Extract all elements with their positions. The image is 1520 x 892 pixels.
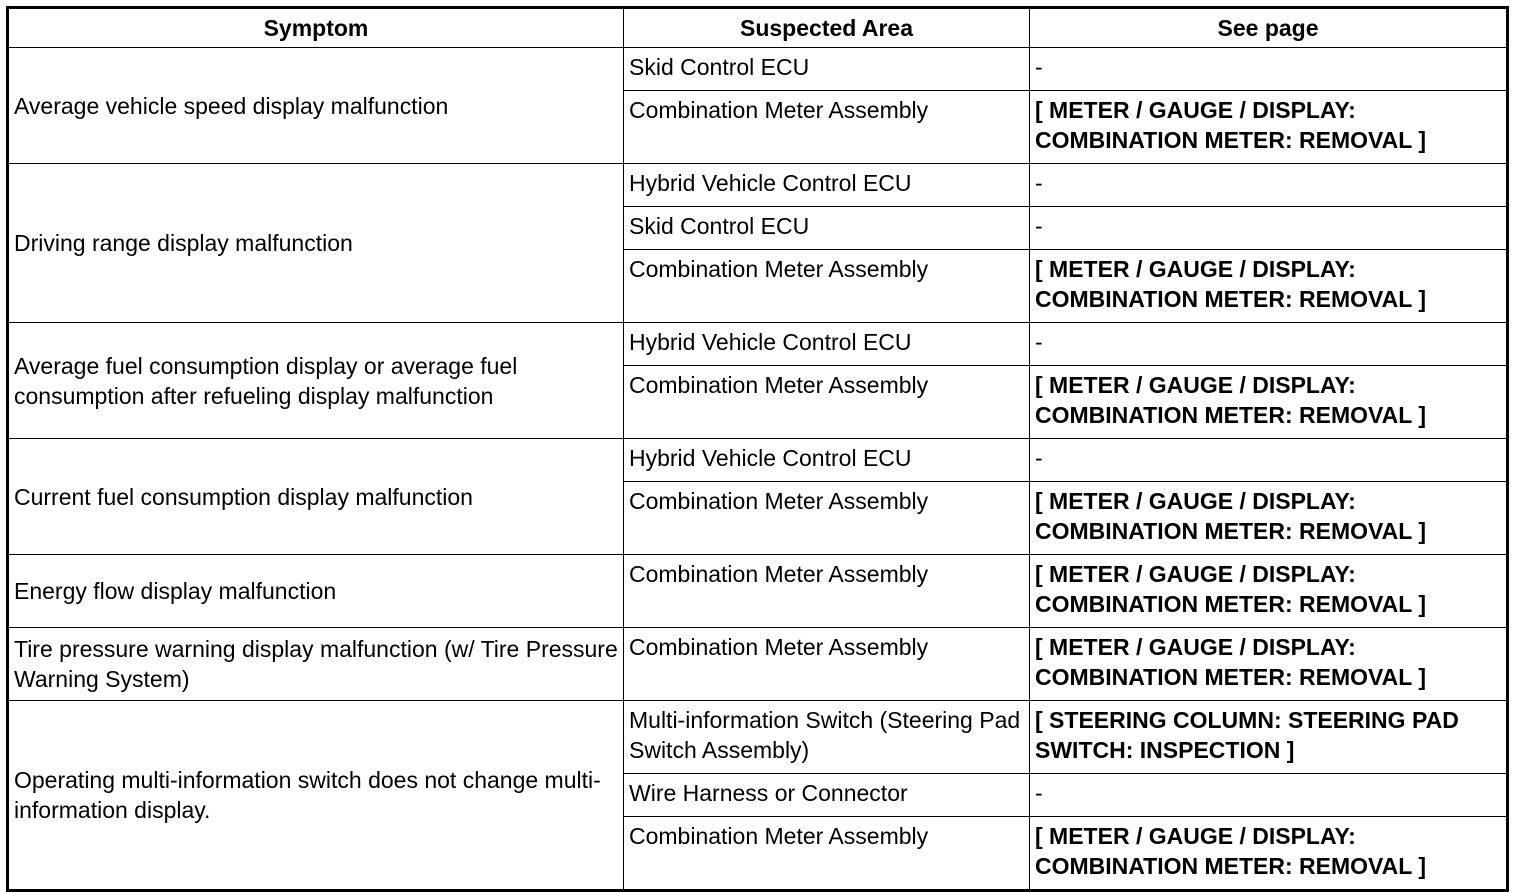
see-page-link[interactable]: [ METER / GAUGE / DISPLAY: COMBINATION METER: REMOVAL ] <box>1030 817 1508 891</box>
table-row <box>8 439 1508 482</box>
symptom-cell: Average vehicle speed display malfunction <box>8 48 624 164</box>
suspected-area-cell: Multi-information Switch (Steering Pad Switch Assembly) <box>624 701 1030 774</box>
suspected-area-cell: Combination Meter Assembly <box>624 555 1030 628</box>
see-page-link[interactable]: [ STEERING COLUMN: STEERING PAD SWITCH: INSPECTION ] <box>1030 701 1508 774</box>
suspected-area-cell: Combination Meter Assembly <box>624 250 1030 323</box>
symptom-cell: Current fuel consumption display malfunction <box>8 439 624 555</box>
see-page-link[interactable]: [ METER / GAUGE / DISPLAY: COMBINATION METER: REMOVAL ] <box>1030 91 1508 164</box>
suspected-area-cell: Combination Meter Assembly <box>624 817 1030 891</box>
see-page-cell: - <box>1030 774 1508 817</box>
symptom-cell: Operating multi-information switch does not change multi-information display. <box>8 701 624 891</box>
see-page-link[interactable]: [ METER / GAUGE / DISPLAY: COMBINATION METER: REMOVAL ] <box>1030 482 1508 555</box>
table-row <box>8 323 1508 366</box>
see-page-cell: - <box>1030 207 1508 250</box>
header-symptom: Symptom <box>8 8 624 48</box>
suspected-area-cell: Skid Control ECU <box>624 48 1030 91</box>
see-page-cell: - <box>1030 439 1508 482</box>
table-row <box>8 701 1508 774</box>
header-row <box>8 8 1508 48</box>
table-row <box>8 555 1508 628</box>
see-page-cell: - <box>1030 323 1508 366</box>
symptom-cell: Tire pressure warning display malfunction (w/ Tire Pressure Warning System) <box>8 628 624 701</box>
see-page-cell: - <box>1030 48 1508 91</box>
suspected-area-cell: Combination Meter Assembly <box>624 628 1030 701</box>
suspected-area-cell: Combination Meter Assembly <box>624 482 1030 555</box>
suspected-area-cell: Hybrid Vehicle Control ECU <box>624 164 1030 207</box>
suspected-area-cell: Combination Meter Assembly <box>624 366 1030 439</box>
table-row <box>8 164 1508 207</box>
symptom-cell: Average fuel consumption display or average fuel consumption after refueling display malfunction <box>8 323 624 439</box>
suspected-area-cell: Combination Meter Assembly <box>624 91 1030 164</box>
header-suspected-area: Suspected Area <box>624 8 1030 48</box>
table-row <box>8 48 1508 91</box>
symptom-cell: Driving range display malfunction <box>8 164 624 323</box>
see-page-link[interactable]: [ METER / GAUGE / DISPLAY: COMBINATION METER: REMOVAL ] <box>1030 250 1508 323</box>
suspected-area-cell: Hybrid Vehicle Control ECU <box>624 439 1030 482</box>
see-page-link[interactable]: [ METER / GAUGE / DISPLAY: COMBINATION METER: REMOVAL ] <box>1030 366 1508 439</box>
suspected-area-cell: Wire Harness or Connector <box>624 774 1030 817</box>
symptom-cell: Energy flow display malfunction <box>8 555 624 628</box>
symptom-table <box>6 6 1509 892</box>
table-row <box>8 628 1508 701</box>
see-page-cell: - <box>1030 164 1508 207</box>
suspected-area-cell: Skid Control ECU <box>624 207 1030 250</box>
suspected-area-cell: Hybrid Vehicle Control ECU <box>624 323 1030 366</box>
see-page-link[interactable]: [ METER / GAUGE / DISPLAY: COMBINATION METER: REMOVAL ] <box>1030 555 1508 628</box>
see-page-link[interactable]: [ METER / GAUGE / DISPLAY: COMBINATION METER: REMOVAL ] <box>1030 628 1508 701</box>
header-see-page: See page <box>1030 8 1508 48</box>
